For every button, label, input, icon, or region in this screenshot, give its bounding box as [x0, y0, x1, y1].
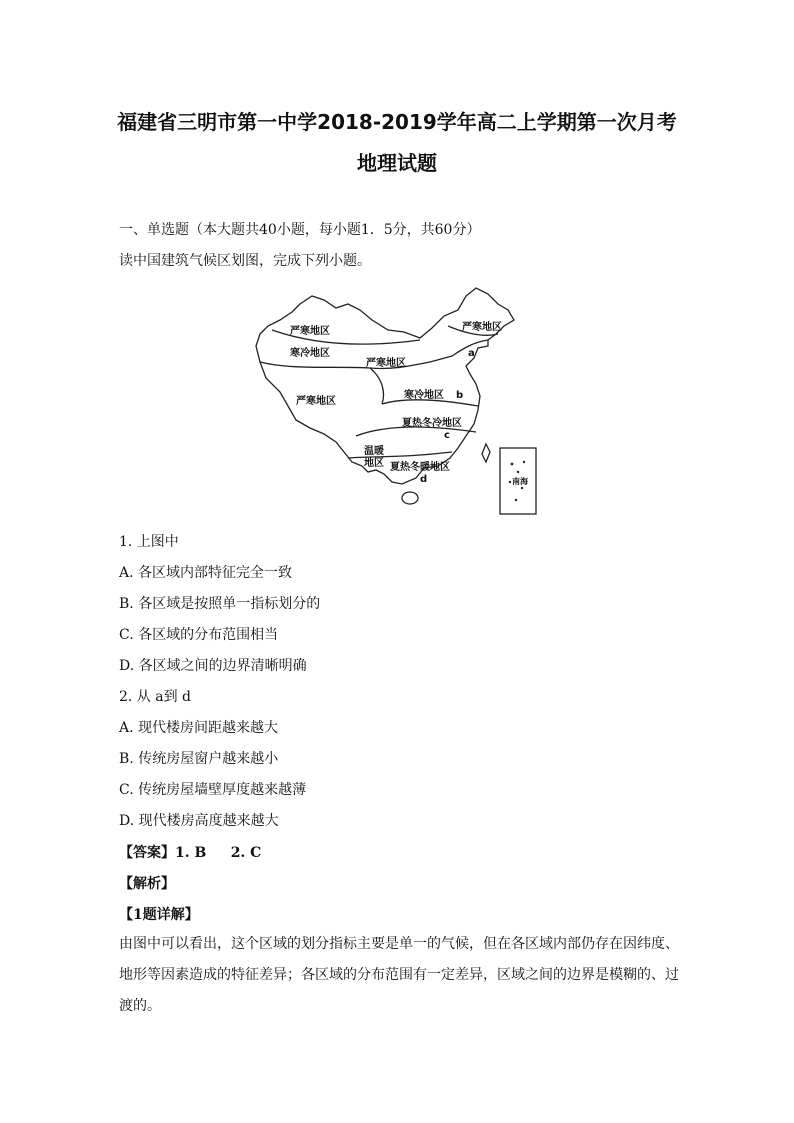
instruction-text: 读中国建筑气候区划图，完成下列小题。: [119, 253, 371, 269]
detail-paragraph: 由图中可以看出，这个区域的划分指标主要是单一的气候，但在各区域内部仍存在因纬度、地形等因素造成的特征差异；各区域的分布范围有一定差异，区域之间的边界是模糊的、过渡的。: [119, 936, 679, 1014]
map-label-cold-nw: 寒冷地区: [290, 348, 330, 359]
detail-label: 【1题详解】: [119, 907, 199, 923]
question-1-option-a: A. 各区域内部特征完全一致: [119, 565, 293, 581]
question-1-option-d: D. 各区域之间的边界清晰明确: [119, 658, 307, 674]
question-1-option-c: C. 各区域的分布范围相当: [119, 627, 279, 643]
map-point-a: a: [468, 348, 475, 359]
map-island-taiwan: [482, 444, 490, 462]
map-island-hainan: [402, 492, 418, 504]
question-2-option-d: D. 现代楼房高度越来越大: [119, 813, 279, 829]
answer-line: 【答案】1. B 2. C: [119, 845, 262, 861]
section-heading: 一、单选题（本大题共40小题，每小题1．5分，共60分）: [119, 222, 481, 238]
map-label-severe-cold-tibet: 严寒地区: [296, 396, 336, 407]
map-label-hot-summer-warm-winter: 夏热冬暖地区: [390, 462, 450, 473]
china-climate-zone-map: [252, 286, 542, 518]
map-label-severe-cold-north: 严寒地区: [366, 358, 406, 369]
analysis-label: 【解析】: [119, 876, 175, 892]
question-1-stem: 1. 上图中: [119, 534, 179, 550]
map-point-b: b: [456, 390, 464, 401]
question-2-option-c: C. 传统房屋墙壁厚度越来越薄: [119, 782, 307, 798]
map-label-temperate-line2: 地区: [364, 458, 384, 469]
map-label-cold-central: 寒冷地区: [404, 390, 444, 401]
map-country-outline: [256, 288, 514, 484]
document-subtitle: 地理试题: [357, 151, 437, 175]
map-label-severe-cold-ne: 严寒地区: [462, 322, 502, 333]
map-label-hot-summer-cold-winter: 夏热冬冷地区: [402, 418, 462, 429]
question-2-option-b: B. 传统房屋窗户越来越小: [119, 751, 279, 767]
map-point-d: d: [420, 474, 428, 485]
map-label-severe-cold-nw: 严寒地区: [290, 326, 330, 337]
map-point-c: c: [444, 430, 450, 441]
map-label-temperate-line1: 温暖: [364, 446, 384, 457]
question-1-option-b: B. 各区域是按照单一指标划分的: [119, 596, 321, 612]
document-title: 福建省三明市第一中学2018-2019学年高二上学期第一次月考: [117, 110, 677, 134]
question-2-option-a: A. 现代楼房间距越来越大: [119, 720, 279, 736]
question-2-stem: 2. 从 a到 d: [119, 689, 192, 705]
map-inset-label: 南海: [512, 477, 528, 486]
